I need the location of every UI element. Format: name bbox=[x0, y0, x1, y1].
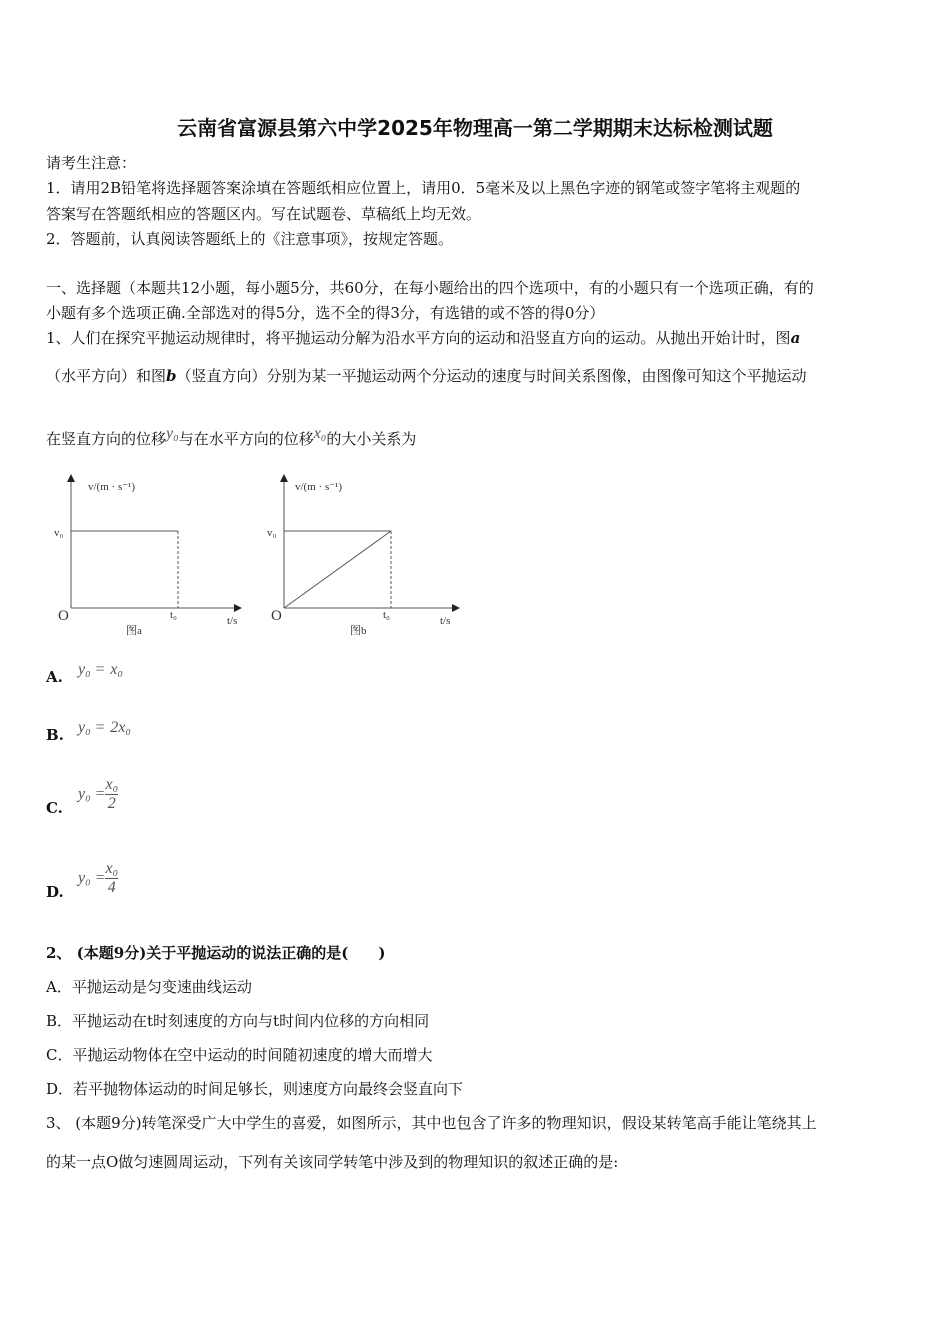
q1-option-d[interactable] bbox=[46, 860, 118, 901]
y-axis-label: v/(m · s⁻¹) bbox=[88, 481, 135, 493]
y-axis-label: v/(m · s⁻¹) bbox=[295, 481, 342, 493]
caption-a: 图a bbox=[126, 625, 142, 637]
section-heading: 小题有多个选项正确.全部选对的得5分，选不全的得3分，有选错的或不答的得0分） bbox=[46, 304, 605, 322]
section-heading: 一、选择题（本题共12小题，每小题5分，共60分，在每小题给出的四个选项中，有的小题只有一个选项正确，有的 bbox=[46, 279, 814, 297]
fraction bbox=[105, 776, 118, 813]
option-label: A. bbox=[46, 668, 63, 686]
q3-stem: 的某一点O做匀速圆周运动，下列有关该同学转笔中涉及到的物理知识的叙述正确的是: bbox=[46, 1153, 619, 1171]
v0-label: v₀ bbox=[267, 527, 277, 539]
t0-label: t₀ bbox=[170, 609, 177, 621]
text: b bbox=[166, 367, 177, 385]
x-axis-label: t/s bbox=[440, 615, 451, 627]
text: （竖直方向）分别为某一平抛运动两个分运动的速度与时间关系图像，由图像可知这个平抛运动 bbox=[176, 367, 807, 385]
graph-b bbox=[267, 476, 458, 637]
origin-label: O bbox=[271, 608, 282, 624]
text: 1、人们在探究平抛运动规律时，将平抛运动分解为沿水平方向的运动和沿竖直方向的运动。从抛出开始计时，图 bbox=[46, 329, 791, 347]
option-label: C. bbox=[46, 798, 63, 817]
notice-heading: 请考生注意： bbox=[46, 154, 137, 172]
math: x₀ bbox=[313, 425, 327, 442]
numerator: x₀ bbox=[105, 860, 119, 877]
q1-figure bbox=[40, 460, 470, 640]
math: y₀ = bbox=[78, 661, 106, 678]
text: a bbox=[790, 329, 801, 347]
q2-stem: 2、 (本题9分)关于平抛运动的说法正确的是( ) bbox=[46, 944, 386, 962]
denominator: 4 bbox=[107, 879, 116, 896]
graph-a bbox=[54, 476, 240, 637]
page-title: 云南省富源县第六中学2025年物理高一第二学期期末达标检测试题 bbox=[177, 116, 773, 140]
math: y₀ = bbox=[78, 719, 106, 736]
notice-line: 2．答题前，认真阅读答题纸上的《注意事项》，按规定答题。 bbox=[46, 230, 454, 248]
q2-option-d[interactable]: D．若平抛物体运动的时间足够长，则速度方向最终会竖直向下 bbox=[46, 1080, 464, 1098]
q1-stem bbox=[46, 327, 800, 348]
q1-option-c[interactable] bbox=[46, 776, 118, 817]
option-label: D. bbox=[46, 882, 64, 901]
math: y₀ = bbox=[78, 785, 106, 803]
caption-b: 图b bbox=[350, 625, 367, 637]
notice-line: 1．请用2B铅笔将选择题答案涂填在答题纸相应位置上，请用0．5毫米及以上黑色字迹的钢笔或签字笔将主观题的 bbox=[46, 179, 801, 197]
math: y₀ bbox=[166, 425, 179, 442]
q1-option-b[interactable] bbox=[46, 718, 131, 744]
math: y₀ = bbox=[78, 869, 106, 887]
text: （水平方向）和图 bbox=[46, 367, 167, 385]
t0-label: t₀ bbox=[383, 609, 390, 621]
fraction bbox=[105, 860, 118, 897]
math: x₀ bbox=[110, 661, 123, 678]
text: 的大小关系为 bbox=[326, 430, 417, 448]
math: 2x₀ bbox=[110, 719, 131, 736]
denominator: 2 bbox=[107, 795, 116, 812]
q1-stem bbox=[46, 425, 416, 449]
q2-option-c[interactable]: C．平抛运动物体在空中运动的时间随初速度的增大而增大 bbox=[46, 1046, 433, 1064]
q1-stem bbox=[46, 365, 807, 386]
numerator: x₀ bbox=[105, 776, 119, 793]
q2-option-a[interactable]: A．平抛运动是匀变速曲线运动 bbox=[46, 978, 252, 996]
option-label: B. bbox=[46, 726, 64, 744]
origin-label: O bbox=[58, 608, 69, 624]
q2-option-b[interactable]: B．平抛运动在t时刻速度的方向与t时间内位移的方向相同 bbox=[46, 1012, 430, 1030]
q1-option-a[interactable] bbox=[46, 660, 123, 686]
q3-stem: 3、 (本题9分)转笔深受广大中学生的喜爱，如图所示，其中也包含了许多的物理知识，假设某转笔高手能让笔绕其上 bbox=[46, 1114, 817, 1132]
notice-line: 答案写在答题纸相应的答题区内。写在试题卷、草稿纸上均无效。 bbox=[46, 205, 482, 223]
v0-label: v₀ bbox=[54, 527, 64, 539]
text: 与在水平方向的位移 bbox=[178, 430, 314, 448]
text: 在竖直方向的位移 bbox=[46, 430, 167, 448]
x-axis-label: t/s bbox=[227, 615, 238, 627]
